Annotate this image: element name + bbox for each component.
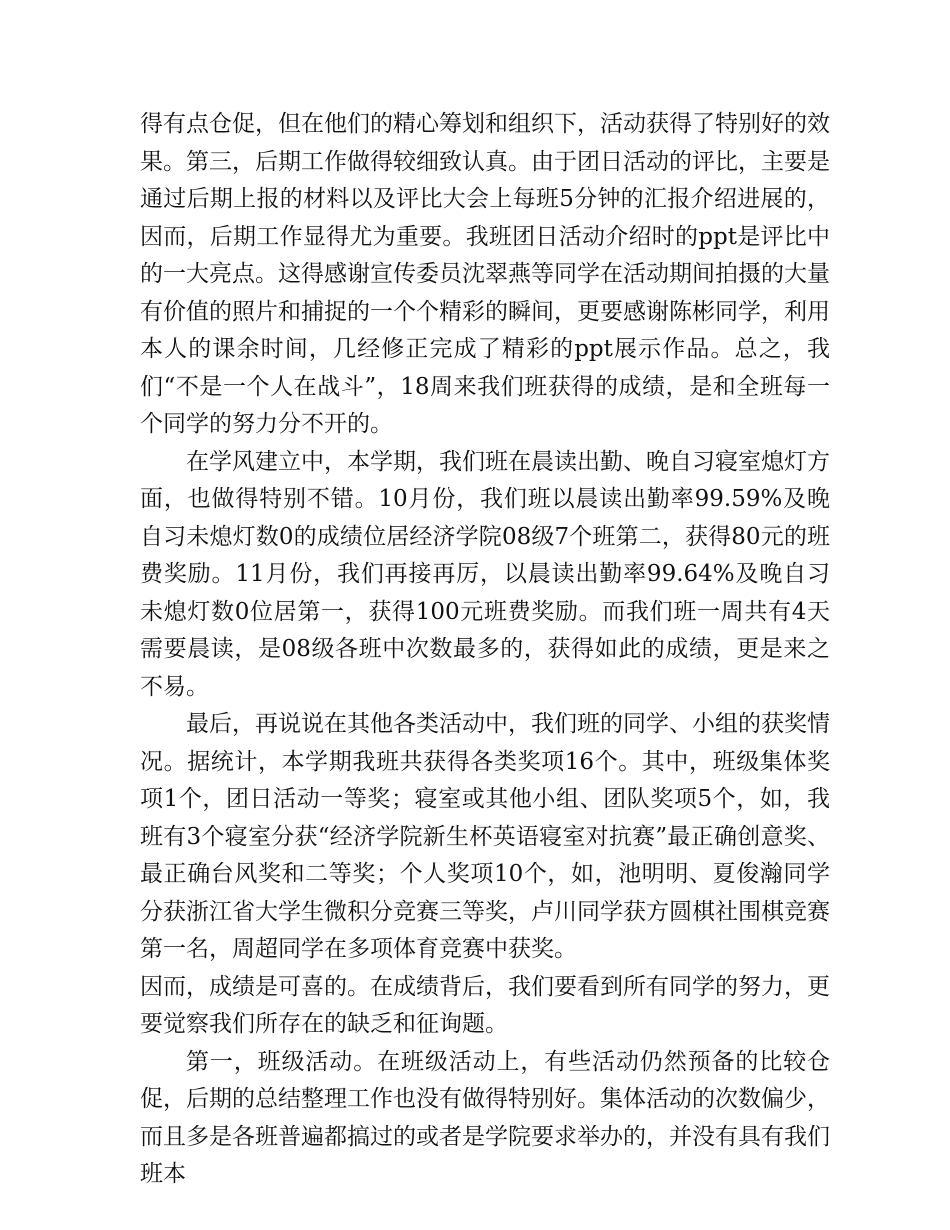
document-body bbox=[140, 106, 830, 1194]
paragraph-3: 最后，再说说在其他各类活动中，我们班的同学、小组的获奖情况。据统计，本学期我班共获得各类奖项16个。其中，班级集体奖项1个，团日活动一等奖；寝室或其他小组、团队奖项5个，如，我班有3个寝室分获“经济学院新生杯英语寝室对抗赛”最正确创意奖、最正确台风奖和二等奖；个人奖项10个，如，池明明、夏俊瀚同学分获浙江省大学生微积分竞赛三等奖，卢川同学获方圆棋社围棋竞赛第一名，周超同学在多项体育竞赛中获奖。 bbox=[140, 711, 830, 962]
paragraph-2: 在学风建立中，本学期，我们班在晨读出勤、晚自习寝室熄灯方面，也做得特别不错。10月份，我们班以晨读出勤率99.59%及晚自习未熄灯数0的成绩位居经济学院08级7个班第二，获得80元的班费奖励。11月份，我们再接再厉，以晨读出勤率99.64%及晚自习未熄灯数0位居第一，获得100元班费奖励。而我们班一周共有4天需要晨读，是08级各班中次数最多的，获得如此的成绩，更是来之不易。 bbox=[140, 448, 830, 700]
paragraph-4: 因而，成绩是可喜的。在成绩背后，我们要看到所有同学的努力，更要觉察我们所存在的缺乏和征询题。 bbox=[140, 973, 830, 1037]
paragraph-1: 得有点仓促，但在他们的精心筹划和组织下，活动获得了特别好的效果。第三，后期工作做得较细致认真。由于团日活动的评比，主要是通过后期上报的材料以及评比大会上每班5分钟的汇报介绍进展的，因而，后期工作显得尤为重要。我班团日活动介绍时的ppt是评比中的一大亮点。这得感谢宣传委员沈翠燕等同学在活动期间拍摄的大量有价值的照片和捕捉的一个个精彩的瞬间，更要感谢陈彬同学，利用本人的课余时间，几经修正完成了精彩的ppt展示作品。总之，我们“不是一个人在战斗”，18周来我们班获得的成绩，是和全班每一个同学的努力分不开的。 bbox=[140, 111, 830, 437]
paragraph-5: 第一，班级活动。在班级活动上，有些活动仍然预备的比较仓促，后期的总结整理工作也没有做得特别好。集体活动的次数偏少，而且多是各班普遍都搞过的或者是学院要求举办的，并没有具有我们班本 bbox=[140, 1048, 830, 1187]
